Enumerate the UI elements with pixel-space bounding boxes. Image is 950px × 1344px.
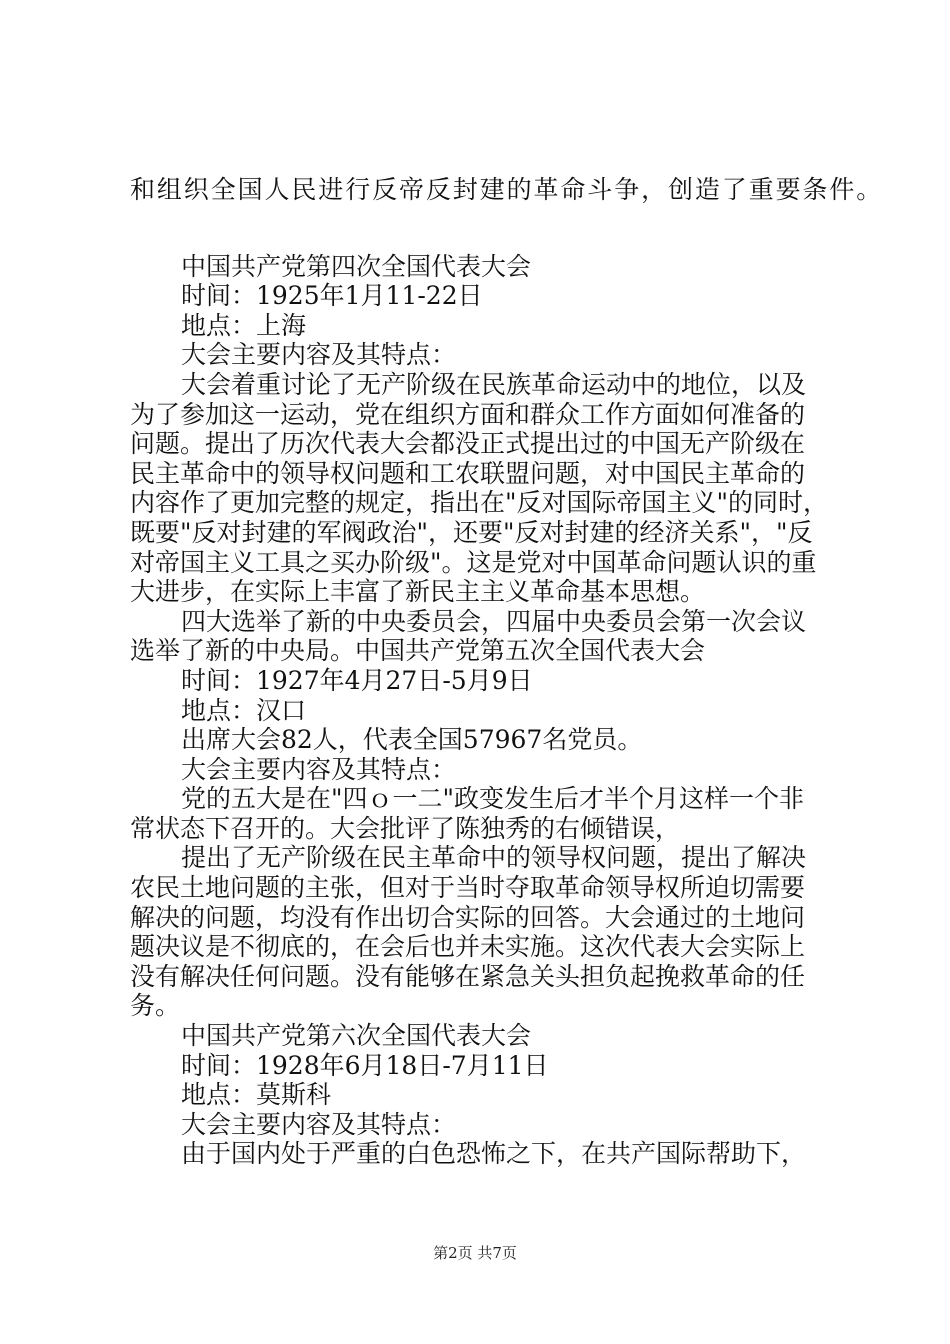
- text-line: 时间：1925年1月11-22日: [181, 281, 483, 311]
- text-line: 和组织全国人民进行反帝反封建的革命斗争，创造了重要条件。: [130, 175, 884, 204]
- section-heading-4th-congress: 中国共产党第四次全国代表大会: [181, 251, 532, 281]
- text-line: 时间：1927年4月27日-5月9日: [181, 665, 533, 695]
- text-line: 提出了无产阶级在民主革命中的领导权问题，提出了解决: [181, 843, 807, 873]
- text-line: 内容作了更加完整的规定，指出在"反对国际帝国主义"的同时，: [130, 488, 829, 518]
- text-line: 常状态下召开的。大会批评了陈独秀的右倾错误，: [130, 813, 681, 843]
- paragraph-gap: [130, 205, 850, 252]
- text-line: 题决议是不彻底的，在会后也并未实施。这次代表大会实际上: [130, 932, 806, 962]
- text-line: 地点：莫斯科: [181, 1080, 332, 1110]
- page-footer: 第2页 共7页: [433, 1244, 517, 1262]
- text-line: 对帝国主义工具之买办阶级"。这是党对中国革命问题认识的重: [130, 547, 817, 577]
- text-line: 选举了新的中央局。中国共产党第五次全国代表大会: [130, 636, 706, 666]
- text-line: 既要"反对封建的军阀政治"，还要"反对封建的经济关系"，"反: [130, 517, 813, 547]
- document-body: [130, 175, 884, 1169]
- text-line: 地点：上海: [181, 310, 307, 340]
- section-heading-6th-congress: 中国共产党第六次全国代表大会: [181, 1021, 532, 1051]
- text-line: 问题。提出了历次代表大会都没正式提出过的中国无产阶级在: [130, 429, 806, 459]
- text-line: 时间：1928年6月18日-7月11日: [181, 1050, 549, 1080]
- text-line: 农民土地问题的主张，但对于当时夺取革命领导权所迫切需要: [130, 873, 806, 903]
- text-line: 大进步，在实际上丰富了新民主主义革命基本思想。: [130, 577, 706, 607]
- text-line: 大会主要内容及其特点：: [181, 754, 457, 784]
- text-line: 党的五大是在"四ｏ一二"政变发生后才半个月这样一个非: [181, 784, 805, 814]
- text-line: 出席大会82人，代表全国57967名党员。: [181, 725, 643, 755]
- text-line: 大会主要内容及其特点：: [181, 1109, 457, 1139]
- text-line: 由于国内处于严重的白色恐怖之下，在共产国际帮助下，: [181, 1139, 807, 1169]
- text-line: 没有解决任何问题。没有能够在紧急关头担负起挽救革命的任: [130, 961, 806, 991]
- text-line: 务。: [130, 991, 181, 1021]
- text-line: 大会着重讨论了无产阶级在民族革命运动中的地位，以及: [181, 369, 807, 399]
- text-line: 民主革命中的领导权问题和工农联盟问题，对中国民主革命的: [130, 458, 806, 488]
- text-line: 四大选举了新的中央委员会，四届中央委员会第一次会议: [181, 606, 807, 636]
- text-line: 大会主要内容及其特点：: [181, 340, 457, 370]
- text-line: 解决的问题，均没有作出切合实际的回答。大会通过的土地问: [130, 902, 806, 932]
- text-line: 地点：汉口: [181, 695, 307, 725]
- text-line: 为了参加这一运动，党在组织方面和群众工作方面如何准备的: [130, 399, 806, 429]
